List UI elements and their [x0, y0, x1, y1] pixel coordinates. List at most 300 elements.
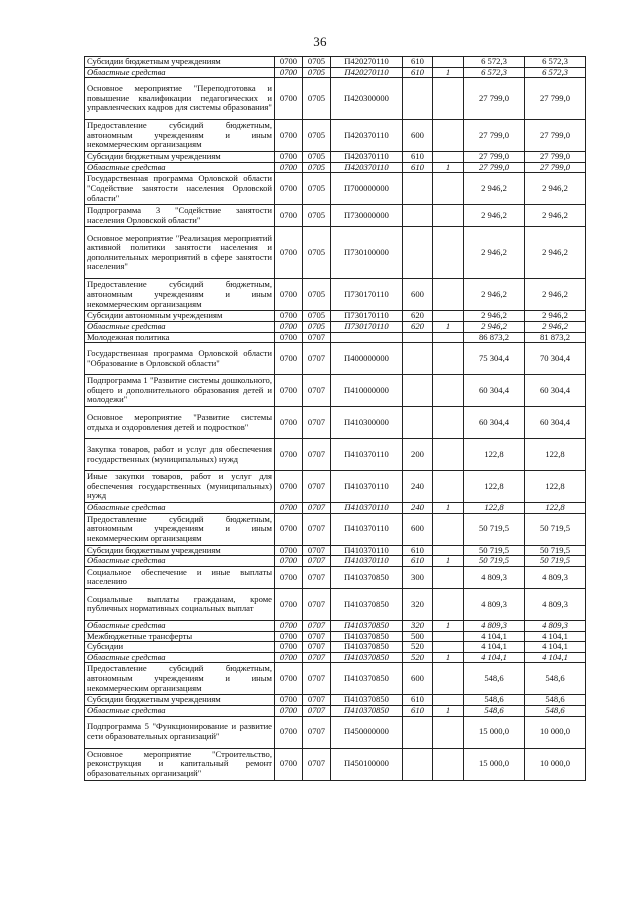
amount-year-2: 50 719,5	[525, 556, 586, 567]
table-row	[85, 162, 586, 173]
amount-year-2: 2 946,2	[525, 279, 586, 311]
subsection-code: 0705	[303, 279, 331, 311]
funding-source-code	[433, 120, 464, 152]
row-name: Социальное обеспечение и иные выплаты населению	[85, 566, 275, 588]
table-row	[85, 663, 586, 695]
funding-source-code	[433, 57, 464, 68]
target-article-code: П730100000	[331, 227, 403, 279]
row-name: Основное мероприятие "Строительство, реконструкция и капитальный ремонт образовательных организаций"	[85, 748, 275, 780]
subsection-code: 0707	[303, 748, 331, 780]
expense-type-code: 600	[403, 120, 433, 152]
section-code: 0700	[275, 311, 303, 322]
row-name: Государственная программа Орловской области "Образование в Орловской области"	[85, 343, 275, 375]
amount-year-2: 4 809,3	[525, 588, 586, 620]
target-article-code: П410370110	[331, 545, 403, 556]
funding-source-code	[433, 545, 464, 556]
target-article-code: П410370110	[331, 471, 403, 503]
subsection-code: 0705	[303, 120, 331, 152]
amount-year-2: 2 946,2	[525, 227, 586, 279]
amount-year-2: 50 719,5	[525, 513, 586, 545]
section-code: 0700	[275, 705, 303, 716]
funding-source-code	[433, 407, 464, 439]
amount-year-1: 4 104,1	[464, 631, 525, 642]
subsection-code: 0707	[303, 439, 331, 471]
subsection-code: 0705	[303, 57, 331, 68]
row-name: Молодежная политика	[85, 332, 275, 343]
amount-year-2: 50 719,5	[525, 545, 586, 556]
funding-source-code	[433, 663, 464, 695]
amount-year-1: 60 304,4	[464, 375, 525, 407]
expense-type-code	[403, 375, 433, 407]
target-article-code: П410370110	[331, 513, 403, 545]
page-number: 36	[313, 34, 327, 49]
target-article-code: П400000000	[331, 343, 403, 375]
row-name: Областные средства	[85, 162, 275, 173]
amount-year-1: 27 799,0	[464, 120, 525, 152]
table-row	[85, 343, 586, 375]
amount-year-2: 6 572,3	[525, 67, 586, 78]
expense-type-code: 610	[403, 57, 433, 68]
expense-type-code: 240	[403, 471, 433, 503]
amount-year-2: 2 946,2	[525, 311, 586, 322]
row-name: Областные средства	[85, 556, 275, 567]
amount-year-2: 27 799,0	[525, 152, 586, 163]
subsection-code: 0707	[303, 716, 331, 748]
subsection-code: 0707	[303, 705, 331, 716]
target-article-code	[331, 332, 403, 343]
amount-year-1: 4 104,1	[464, 642, 525, 653]
row-name: Предоставление субсидий бюджетным, автономным учреждениям и иным некоммерческим организациям	[85, 513, 275, 545]
subsection-code: 0707	[303, 588, 331, 620]
section-code: 0700	[275, 78, 303, 120]
table-row	[85, 513, 586, 545]
amount-year-1: 548,6	[464, 705, 525, 716]
amount-year-2: 27 799,0	[525, 162, 586, 173]
funding-source-code	[433, 78, 464, 120]
table-row	[85, 279, 586, 311]
funding-source-code	[433, 471, 464, 503]
target-article-code: П450000000	[331, 716, 403, 748]
row-name: Основное мероприятие "Развитие системы отдыха и оздоровления детей и подростков"	[85, 407, 275, 439]
section-code: 0700	[275, 321, 303, 332]
expense-type-code: 320	[403, 620, 433, 631]
funding-source-code	[433, 513, 464, 545]
amount-year-1: 6 572,3	[464, 67, 525, 78]
section-code: 0700	[275, 152, 303, 163]
subsection-code: 0707	[303, 642, 331, 653]
table-row	[85, 588, 586, 620]
row-name: Государственная программа Орловской области "Содействие занятости населения Орловской области"	[85, 173, 275, 205]
target-article-code: П410370850	[331, 695, 403, 706]
funding-source-code: 1	[433, 652, 464, 663]
amount-year-2: 548,6	[525, 663, 586, 695]
funding-source-code	[433, 205, 464, 227]
table-row	[85, 705, 586, 716]
expense-type-code	[403, 716, 433, 748]
amount-year-2: 548,6	[525, 705, 586, 716]
amount-year-1: 2 946,2	[464, 227, 525, 279]
table-row	[85, 311, 586, 322]
expense-type-code: 610	[403, 67, 433, 78]
expense-type-code: 500	[403, 631, 433, 642]
amount-year-1: 2 946,2	[464, 311, 525, 322]
budget-table	[84, 56, 586, 781]
amount-year-1: 75 304,4	[464, 343, 525, 375]
row-name: Иные закупки товаров, работ и услуг для обеспечения государственных (муниципальных) нужд	[85, 471, 275, 503]
row-name: Субсидии бюджетным учреждениям	[85, 152, 275, 163]
funding-source-code: 1	[433, 556, 464, 567]
target-article-code: П730170110	[331, 279, 403, 311]
expense-type-code	[403, 173, 433, 205]
target-article-code: П410370850	[331, 705, 403, 716]
section-code: 0700	[275, 695, 303, 706]
section-code: 0700	[275, 67, 303, 78]
subsection-code: 0707	[303, 695, 331, 706]
row-name: Субсидии	[85, 642, 275, 653]
table-row	[85, 556, 586, 567]
funding-source-code	[433, 631, 464, 642]
amount-year-2: 548,6	[525, 695, 586, 706]
expense-type-code: 620	[403, 321, 433, 332]
section-code: 0700	[275, 439, 303, 471]
amount-year-2: 4 104,1	[525, 642, 586, 653]
funding-source-code	[433, 332, 464, 343]
subsection-code: 0705	[303, 162, 331, 173]
funding-source-code	[433, 748, 464, 780]
table-row	[85, 78, 586, 120]
row-name: Областные средства	[85, 620, 275, 631]
table-row	[85, 205, 586, 227]
target-article-code: П410370850	[331, 642, 403, 653]
expense-type-code: 200	[403, 439, 433, 471]
expense-type-code: 600	[403, 663, 433, 695]
section-code: 0700	[275, 375, 303, 407]
expense-type-code: 610	[403, 705, 433, 716]
funding-source-code	[433, 279, 464, 311]
section-code: 0700	[275, 513, 303, 545]
expense-type-code	[403, 332, 433, 343]
table-row	[85, 57, 586, 68]
row-name: Областные средства	[85, 705, 275, 716]
target-article-code: П420270110	[331, 57, 403, 68]
subsection-code: 0707	[303, 620, 331, 631]
row-name: Закупка товаров, работ и услуг для обеспечения государственных (муниципальных) нужд	[85, 439, 275, 471]
subsection-code: 0707	[303, 343, 331, 375]
section-code: 0700	[275, 57, 303, 68]
funding-source-code	[433, 716, 464, 748]
target-article-code: П700000000	[331, 173, 403, 205]
subsection-code: 0705	[303, 205, 331, 227]
row-name: Областные средства	[85, 321, 275, 332]
amount-year-1: 4 809,3	[464, 620, 525, 631]
subsection-code: 0707	[303, 513, 331, 545]
funding-source-code: 1	[433, 705, 464, 716]
funding-source-code: 1	[433, 321, 464, 332]
table-row	[85, 642, 586, 653]
target-article-code: П420370110	[331, 152, 403, 163]
row-name: Социальные выплаты гражданам, кроме публичных нормативных социальных выплат	[85, 588, 275, 620]
row-name: Субсидии бюджетным учреждениям	[85, 695, 275, 706]
target-article-code: П420270110	[331, 67, 403, 78]
amount-year-2: 81 873,2	[525, 332, 586, 343]
amount-year-1: 50 719,5	[464, 545, 525, 556]
row-name: Основное мероприятие "Переподготовка и повышение квалификации педагогических и управленческих кадров для системы образования"	[85, 78, 275, 120]
expense-type-code	[403, 748, 433, 780]
table-row	[85, 152, 586, 163]
expense-type-code	[403, 407, 433, 439]
section-code: 0700	[275, 162, 303, 173]
subsection-code: 0707	[303, 556, 331, 567]
subsection-code: 0705	[303, 78, 331, 120]
target-article-code: П410370850	[331, 631, 403, 642]
amount-year-1: 122,8	[464, 471, 525, 503]
funding-source-code: 1	[433, 503, 464, 514]
amount-year-1: 2 946,2	[464, 279, 525, 311]
section-code: 0700	[275, 120, 303, 152]
amount-year-1: 2 946,2	[464, 321, 525, 332]
amount-year-1: 50 719,5	[464, 556, 525, 567]
section-code: 0700	[275, 343, 303, 375]
row-name: Подпрограмма 5 "Функционирование и развитие сети образовательных организаций"	[85, 716, 275, 748]
row-name: Областные средства	[85, 652, 275, 663]
table-row	[85, 652, 586, 663]
funding-source-code	[433, 311, 464, 322]
amount-year-2: 2 946,2	[525, 205, 586, 227]
target-article-code: П410370110	[331, 503, 403, 514]
row-name: Предоставление субсидий бюджетным, автономным учреждениям и иным некоммерческим организациям	[85, 663, 275, 695]
expense-type-code: 320	[403, 588, 433, 620]
amount-year-2: 60 304,4	[525, 407, 586, 439]
section-code: 0700	[275, 173, 303, 205]
section-code: 0700	[275, 716, 303, 748]
amount-year-1: 60 304,4	[464, 407, 525, 439]
amount-year-1: 4 809,3	[464, 588, 525, 620]
target-article-code: П420370110	[331, 120, 403, 152]
row-name: Подпрограмма 3 "Содействие занятости населения Орловской области"	[85, 205, 275, 227]
amount-year-1: 2 946,2	[464, 173, 525, 205]
amount-year-1: 27 799,0	[464, 78, 525, 120]
subsection-code: 0707	[303, 375, 331, 407]
expense-type-code: 300	[403, 566, 433, 588]
section-code: 0700	[275, 279, 303, 311]
target-article-code: П410000000	[331, 375, 403, 407]
amount-year-2: 4 104,1	[525, 652, 586, 663]
target-article-code: П410370110	[331, 439, 403, 471]
section-code: 0700	[275, 407, 303, 439]
target-article-code: П420370110	[331, 162, 403, 173]
funding-source-code: 1	[433, 620, 464, 631]
expense-type-code	[403, 227, 433, 279]
funding-source-code	[433, 566, 464, 588]
expense-type-code: 620	[403, 311, 433, 322]
expense-type-code: 610	[403, 162, 433, 173]
row-name: Межбюджетные трансферты	[85, 631, 275, 642]
amount-year-2: 10 000,0	[525, 748, 586, 780]
expense-type-code: 240	[403, 503, 433, 514]
subsection-code: 0707	[303, 545, 331, 556]
table-row	[85, 173, 586, 205]
amount-year-2: 10 000,0	[525, 716, 586, 748]
subsection-code: 0707	[303, 652, 331, 663]
amount-year-1: 6 572,3	[464, 57, 525, 68]
amount-year-1: 2 946,2	[464, 205, 525, 227]
subsection-code: 0705	[303, 311, 331, 322]
amount-year-1: 122,8	[464, 503, 525, 514]
amount-year-1: 4 104,1	[464, 652, 525, 663]
amount-year-2: 4 104,1	[525, 631, 586, 642]
section-code: 0700	[275, 566, 303, 588]
table-row	[85, 503, 586, 514]
funding-source-code	[433, 642, 464, 653]
table-row	[85, 407, 586, 439]
amount-year-1: 50 719,5	[464, 513, 525, 545]
expense-type-code: 610	[403, 695, 433, 706]
amount-year-2: 27 799,0	[525, 78, 586, 120]
amount-year-2: 70 304,4	[525, 343, 586, 375]
table-row	[85, 545, 586, 556]
subsection-code: 0705	[303, 67, 331, 78]
table-row	[85, 695, 586, 706]
amount-year-2: 60 304,4	[525, 375, 586, 407]
amount-year-2: 122,8	[525, 439, 586, 471]
amount-year-2: 27 799,0	[525, 120, 586, 152]
table-row	[85, 67, 586, 78]
section-code: 0700	[275, 545, 303, 556]
funding-source-code	[433, 152, 464, 163]
table-row	[85, 471, 586, 503]
amount-year-1: 548,6	[464, 695, 525, 706]
row-name: Предоставление субсидий бюджетным, автономным учреждениям и иным некоммерческим организациям	[85, 120, 275, 152]
row-name: Областные средства	[85, 67, 275, 78]
table-row	[85, 375, 586, 407]
expense-type-code	[403, 343, 433, 375]
subsection-code: 0707	[303, 332, 331, 343]
amount-year-2: 122,8	[525, 471, 586, 503]
subsection-code: 0707	[303, 471, 331, 503]
amount-year-2: 4 809,3	[525, 566, 586, 588]
subsection-code: 0707	[303, 503, 331, 514]
amount-year-1: 15 000,0	[464, 748, 525, 780]
section-code: 0700	[275, 471, 303, 503]
section-code: 0700	[275, 620, 303, 631]
table-row	[85, 332, 586, 343]
amount-year-2: 2 946,2	[525, 321, 586, 332]
row-name: Субсидии автономным учреждениям	[85, 311, 275, 322]
section-code: 0700	[275, 642, 303, 653]
target-article-code: П410370850	[331, 663, 403, 695]
amount-year-2: 122,8	[525, 503, 586, 514]
funding-source-code	[433, 343, 464, 375]
row-name: Субсидии бюджетным учреждениям	[85, 57, 275, 68]
subsection-code: 0705	[303, 152, 331, 163]
funding-source-code: 1	[433, 67, 464, 78]
subsection-code: 0705	[303, 227, 331, 279]
target-article-code: П410370850	[331, 620, 403, 631]
section-code: 0700	[275, 205, 303, 227]
target-article-code: П730170110	[331, 311, 403, 322]
amount-year-1: 122,8	[464, 439, 525, 471]
amount-year-1: 548,6	[464, 663, 525, 695]
target-article-code: П410300000	[331, 407, 403, 439]
amount-year-2: 4 809,3	[525, 620, 586, 631]
target-article-code: П410370850	[331, 566, 403, 588]
amount-year-1: 27 799,0	[464, 162, 525, 173]
row-name: Субсидии бюджетным учреждениям	[85, 545, 275, 556]
section-code: 0700	[275, 503, 303, 514]
funding-source-code	[433, 695, 464, 706]
subsection-code: 0707	[303, 566, 331, 588]
subsection-code: 0705	[303, 321, 331, 332]
target-article-code: П420300000	[331, 78, 403, 120]
subsection-code: 0705	[303, 173, 331, 205]
row-name: Подпрограмма 1 "Развитие системы дошкольного, общего и дополнительного образования детей и молодежи"	[85, 375, 275, 407]
table-row	[85, 120, 586, 152]
expense-type-code	[403, 205, 433, 227]
table-row	[85, 620, 586, 631]
funding-source-code: 1	[433, 162, 464, 173]
amount-year-2: 2 946,2	[525, 173, 586, 205]
table-row	[85, 321, 586, 332]
funding-source-code	[433, 375, 464, 407]
funding-source-code	[433, 227, 464, 279]
table-row	[85, 227, 586, 279]
section-code: 0700	[275, 652, 303, 663]
amount-year-1: 27 799,0	[464, 152, 525, 163]
table-row	[85, 631, 586, 642]
table-row	[85, 716, 586, 748]
funding-source-code	[433, 173, 464, 205]
subsection-code: 0707	[303, 407, 331, 439]
expense-type-code: 600	[403, 513, 433, 545]
budget-table-body	[85, 57, 586, 781]
section-code: 0700	[275, 631, 303, 642]
expense-type-code: 610	[403, 152, 433, 163]
target-article-code: П410370850	[331, 588, 403, 620]
row-name: Предоставление субсидий бюджетным, автономным учреждениям и иным некоммерческим организациям	[85, 279, 275, 311]
funding-source-code	[433, 439, 464, 471]
section-code: 0700	[275, 332, 303, 343]
row-name: Областные средства	[85, 503, 275, 514]
subsection-code: 0707	[303, 663, 331, 695]
table-row	[85, 748, 586, 780]
section-code: 0700	[275, 748, 303, 780]
target-article-code: П410370850	[331, 652, 403, 663]
section-code: 0700	[275, 663, 303, 695]
section-code: 0700	[275, 588, 303, 620]
amount-year-2: 6 572,3	[525, 57, 586, 68]
row-name: Основное мероприятие "Реализация мероприятий активной политики занятости населения и дополнительных мероприятий в сфере занятости населения"	[85, 227, 275, 279]
target-article-code: П410370110	[331, 556, 403, 567]
funding-source-code	[433, 588, 464, 620]
expense-type-code: 610	[403, 545, 433, 556]
expense-type-code	[403, 78, 433, 120]
subsection-code: 0707	[303, 631, 331, 642]
expense-type-code: 520	[403, 652, 433, 663]
target-article-code: П730170110	[331, 321, 403, 332]
expense-type-code: 610	[403, 556, 433, 567]
table-row	[85, 566, 586, 588]
amount-year-1: 4 809,3	[464, 566, 525, 588]
section-code: 0700	[275, 556, 303, 567]
section-code: 0700	[275, 227, 303, 279]
amount-year-1: 15 000,0	[464, 716, 525, 748]
target-article-code: П730000000	[331, 205, 403, 227]
table-row	[85, 439, 586, 471]
amount-year-1: 86 873,2	[464, 332, 525, 343]
target-article-code: П450100000	[331, 748, 403, 780]
expense-type-code: 600	[403, 279, 433, 311]
expense-type-code: 520	[403, 642, 433, 653]
